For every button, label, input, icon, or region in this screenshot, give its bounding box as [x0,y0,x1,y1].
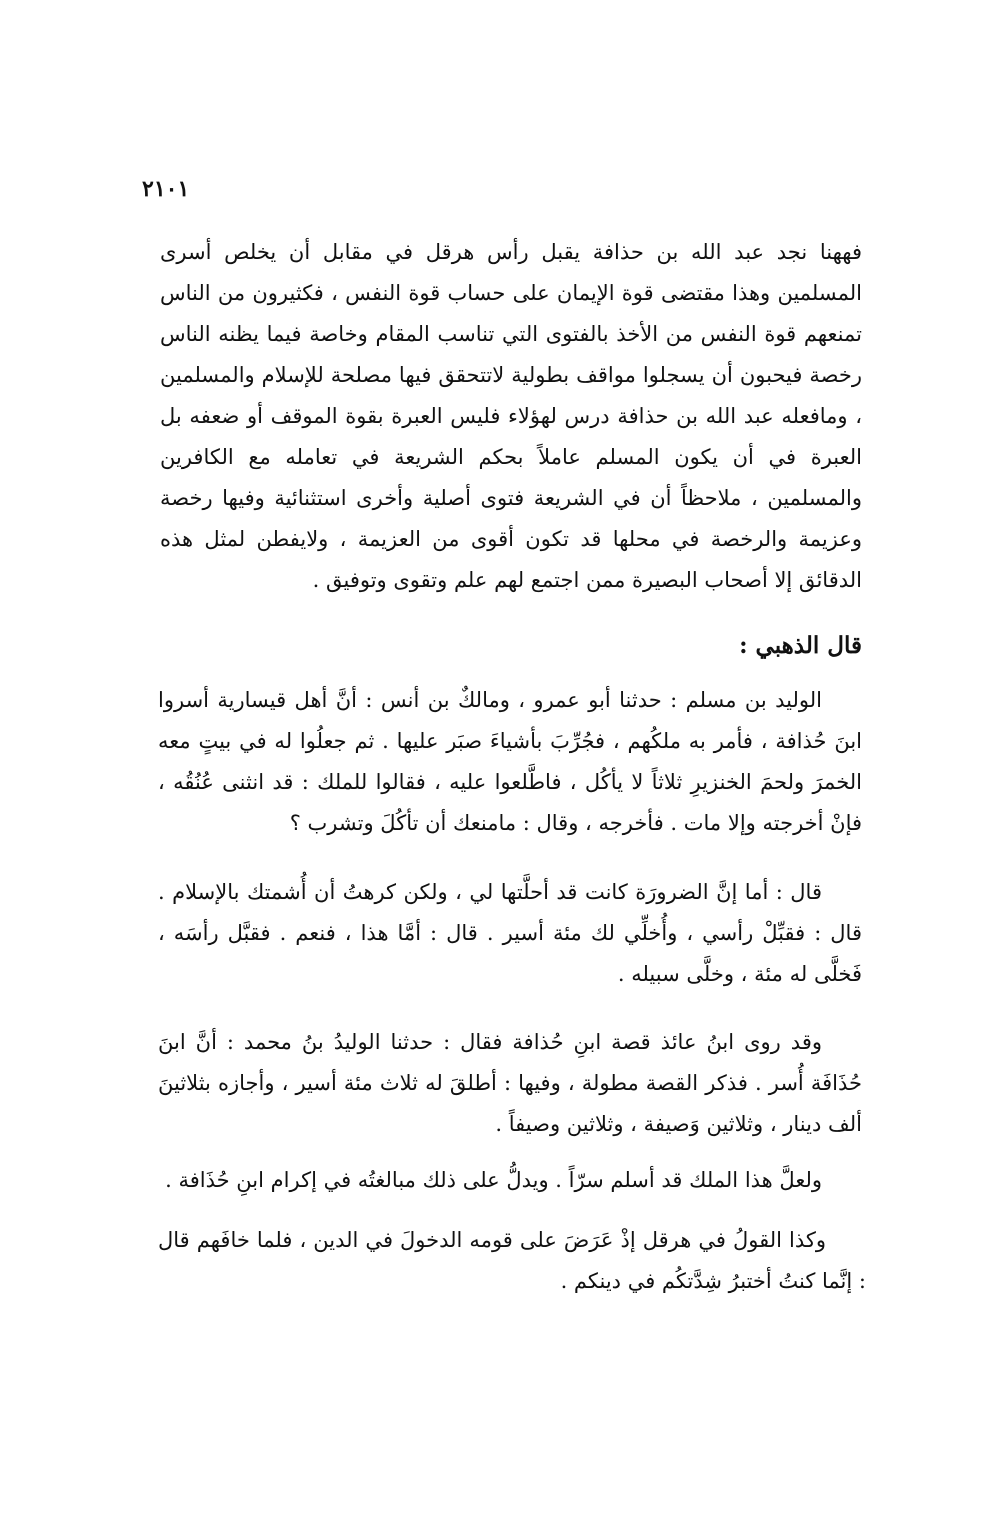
paragraph-text: ولعلَّ هذا الملك قد أسلم سرّاً . ويدلُّ على ذلك مبالغتُه في إكرام ابنِ حُذَافة . [165,1168,822,1192]
intro-paragraph [160,232,862,601]
quote-paragraph-5 [158,1220,866,1302]
section-heading: قال الذهبي : [739,632,862,659]
quote-paragraph-4 [158,1160,862,1201]
quote-paragraph-3 [158,1022,862,1145]
intro-text: فههنا نجد عبد الله بن حذافة يقبل رأس هرقل في مقابل أن يخلص أسرى المسلمين وهذا مقتضى قوة الإيمان على حساب قوة النفس ، فكثيرون من الناس تمنعهم قوة النفس من الأخذ بالفتوى التي تناسب المقام وخاصة فيما يظنه الناس رخصة فيحبون أن يسجلوا مواقف بطولية لاتتحقق فيها مصلحة للإسلام والمسلمين ، ومافعله عبد الله بن حذافة درس لهؤلاء فليس العبرة بقوة الموقف أو ضعفه بل العبرة في أن يكون المسلم عاملاً بحكم الشريعة في تعامله مع الكافرين والمسلمين ، ملاحظاً أن في الشريعة فتوى أصلية وأخرى استثنائية وفيها رخصة وعزيمة والرخصة في محلها قد تكون أقوى من العزيمة ، ولايفطن لمثل هذه الدقائق إلا أصحاب البصيرة ممن اجتمع لهم علم وتقوى وتوفيق . [160,240,862,592]
quote-paragraph-1 [158,680,862,844]
quote-paragraph-2 [158,872,862,995]
page-number: ٢١٠١ [142,176,190,202]
paragraph-text: قال : أما إنَّ الضرورَة كانت قد أحلَّتها لي ، ولكن كرهتُ أن أُشمتك بالإسلام . قال : فقبِّلْ رأسي ، وأُخلِّي لك مئة أسير . قال : أمَّا هذا ، فنعم . فقبَّل رأسَه ، فَخلَّى له مئة ، وخلَّى سبيله . [158,880,862,986]
paragraph-text: الوليد بن مسلم : حدثنا أبو عمرو ، ومالكٌ بن أنس : أنَّ أهل قيسارية أسروا ابنَ حُذافة ، فأمر به ملكُهم ، فجُرِّبَ بأشياءَ صبَر عليها . ثم جعلُوا له في بيتٍ معه الخمرَ ولحمَ الخنزيرِ ثلاثاً لا يأكُل ، فاطَّلعوا عليه ، فقالوا للملك : قد انثنى عُنُقُه ، فإنْ أخرجته وإلا مات . فأخرجه ، وقال : مامنعك أن تأكُلَ وتشرب ؟ [158,688,862,835]
paragraph-text: وقد روى ابنُ عائذ قصة ابنِ حُذافة فقال : حدثنا الوليدُ بنُ محمد : أنَّ ابنَ حُذَافَة أُسر . فذكر القصة مطولة ، وفيها : أطلقَ له ثلاث مئة أسير ، وأجازه بثلاثينَ ألف دينار ، وثلاثين وَصيفة ، وثلاثين وصيفاً . [158,1030,862,1136]
paragraph-text: وكذا القولُ في هرقل إذْ عَرَضَ على قومه الدخولَ في الدين ، فلما خافَهم قال : إنَّما كنتُ أختبرُ شِدَّتكُم في دينكم . [158,1228,866,1293]
